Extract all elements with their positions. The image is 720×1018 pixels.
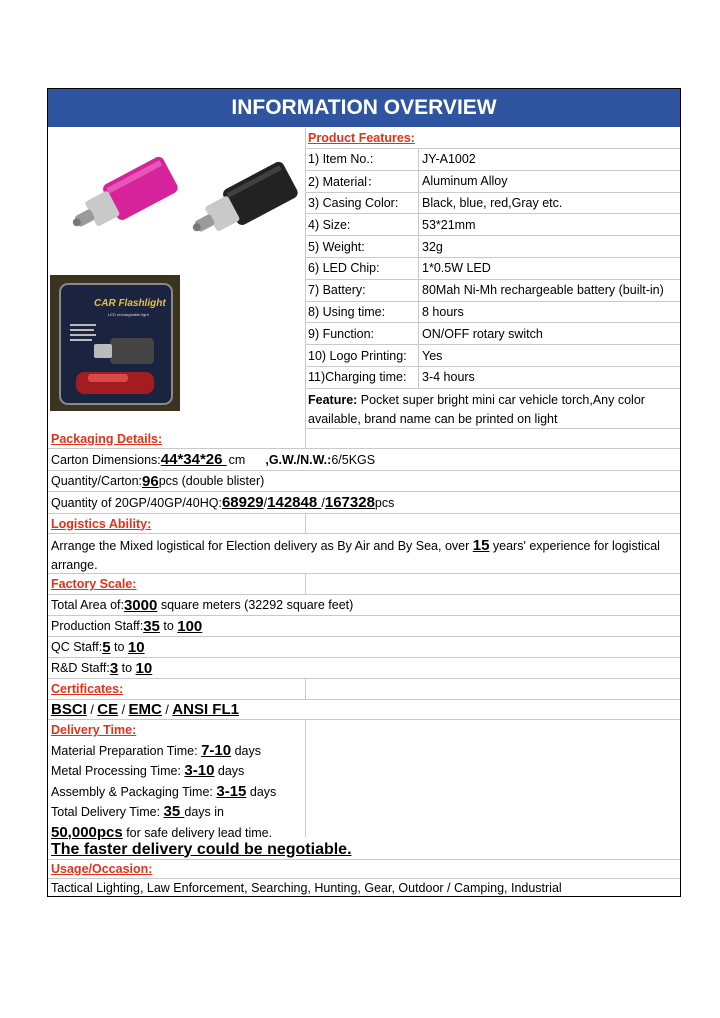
feature-row bbox=[305, 258, 680, 280]
prod-label: Production Staff: bbox=[51, 619, 144, 633]
product-photos bbox=[48, 128, 305, 429]
certificate-list bbox=[48, 700, 239, 719]
feature-value: 80Mah Ni-Mh rechargeable battery (built-in) bbox=[422, 283, 664, 298]
feature-value: Black, blue, red,Gray etc. bbox=[422, 195, 563, 210]
feature-label: 2) Material： bbox=[308, 175, 380, 190]
feature-label: 4) Size: bbox=[308, 217, 351, 232]
feature-row bbox=[305, 193, 680, 215]
feature-label: Feature: bbox=[308, 393, 358, 407]
container-sep-2: / bbox=[321, 495, 325, 510]
asm-label: Assembly & Packaging Time: bbox=[51, 784, 217, 799]
asm-value: 3-15 bbox=[216, 782, 247, 800]
feature-value: 3-4 hours bbox=[422, 370, 475, 385]
black-torch-image bbox=[184, 160, 300, 247]
cert-sep-3: / bbox=[161, 702, 173, 717]
qc-max: 10 bbox=[127, 638, 145, 656]
feature-value: Aluminum Alloy bbox=[422, 174, 508, 189]
feature-row bbox=[305, 149, 680, 171]
metal-label: Metal Processing Time: bbox=[51, 764, 185, 778]
feature-value: ON/OFF rotary switch bbox=[422, 326, 543, 341]
package-photo bbox=[50, 275, 180, 411]
usage-heading: Usage/Occasion: bbox=[51, 862, 153, 876]
carton-label: Carton Dimensions: bbox=[51, 452, 161, 467]
feature-label: 3) Casing Color: bbox=[308, 195, 399, 210]
cert-ce: CE bbox=[97, 701, 119, 718]
feature-text: Pocket super bright mini car vehicle torch,Any color available, brand name can be printed on light bbox=[308, 393, 645, 426]
rd-max: 10 bbox=[135, 659, 153, 677]
feature-label: 8) Using time: bbox=[308, 304, 386, 319]
qc-label: QC Staff: bbox=[51, 640, 103, 654]
qty-label: Quantity/Carton: bbox=[51, 474, 143, 488]
product-photo-illustration bbox=[48, 128, 305, 429]
feature-description bbox=[308, 389, 678, 429]
rd-staff bbox=[48, 658, 152, 678]
pcs-value: 50,000pcs bbox=[51, 823, 123, 841]
qc-staff bbox=[48, 637, 145, 657]
feature-label: 5) Weight: bbox=[308, 239, 365, 254]
page-title: INFORMATION OVERVIEW bbox=[48, 89, 680, 127]
area-label: Total Area of: bbox=[51, 598, 124, 612]
feature-row bbox=[305, 236, 680, 258]
carton-dimensions bbox=[48, 449, 375, 470]
mat-label: Material Preparation Time: bbox=[51, 743, 202, 758]
delivery-block bbox=[51, 721, 276, 843]
total-label: Total Delivery Time: bbox=[51, 805, 164, 819]
logistics-text-b: years' experience for logistical bbox=[489, 539, 660, 553]
feature-value: JY-A1002 bbox=[422, 152, 476, 167]
feature-value: 8 hours bbox=[422, 304, 464, 319]
container-20gp: 68929 bbox=[221, 494, 264, 511]
pcs-tail: for safe delivery lead time. bbox=[122, 825, 273, 840]
rd-min: 3 bbox=[109, 659, 119, 677]
mat-days: days bbox=[231, 743, 261, 758]
rd-label: R&D Staff: bbox=[51, 661, 110, 675]
feature-label: 7) Battery: bbox=[308, 283, 366, 298]
container-quantity bbox=[48, 492, 394, 513]
qc-min: 5 bbox=[102, 638, 111, 656]
asm-days: days bbox=[246, 784, 277, 799]
feature-value: 32g bbox=[422, 239, 443, 254]
prod-to: to bbox=[159, 619, 178, 633]
package-brand-text: CAR Flashlight bbox=[94, 298, 166, 309]
logistics-text-c: arrange. bbox=[51, 558, 98, 572]
metal-value: 3-10 bbox=[184, 762, 215, 779]
logistics-years: 15 bbox=[472, 537, 490, 554]
prod-min: 35 bbox=[143, 617, 160, 635]
area-value: 3000 bbox=[123, 596, 158, 614]
feature-value: Yes bbox=[422, 348, 443, 363]
pink-torch-image bbox=[64, 155, 180, 242]
total-value: 35 bbox=[163, 803, 185, 820]
logistics-text bbox=[51, 536, 660, 575]
feature-value: 1*0.5W LED bbox=[422, 261, 491, 276]
qty-unit: pcs (double blister) bbox=[158, 474, 265, 488]
qc-to: to bbox=[110, 640, 128, 654]
metal-days: days bbox=[214, 764, 245, 778]
feature-row bbox=[305, 214, 680, 236]
container-label: Quantity of 20GP/40GP/40HQ: bbox=[51, 495, 222, 510]
delivery-heading: Delivery Time: bbox=[51, 723, 137, 737]
feature-row bbox=[305, 302, 680, 324]
feature-label: 9) Function: bbox=[308, 326, 375, 341]
feature-row bbox=[305, 171, 680, 193]
feature-row bbox=[305, 345, 680, 367]
carton-value: 44*34*26 bbox=[160, 451, 227, 468]
logistics-text-a: Arrange the Mixed logistical for Election delivery as By Air and By Sea, over bbox=[51, 539, 473, 553]
production-staff bbox=[48, 616, 202, 636]
feature-label: 1) Item No.: bbox=[308, 152, 374, 167]
certificates-heading: Certificates: bbox=[51, 682, 124, 696]
rd-to: to bbox=[118, 661, 136, 675]
prod-max: 100 bbox=[177, 617, 203, 635]
container-sep-1: / bbox=[263, 495, 268, 510]
mat-value: 7-10 bbox=[201, 741, 232, 759]
negotiable-note: The faster delivery could be negotiable. bbox=[51, 840, 352, 858]
cert-bsci: BSCI bbox=[51, 701, 87, 718]
usage-text: Tactical Lighting, Law Enforcement, Searching, Hunting, Gear, Outdoor / Camping, Industrial bbox=[51, 880, 562, 895]
factory-area bbox=[48, 595, 353, 615]
cert-sep-2: / bbox=[118, 702, 129, 717]
cert-sep-1: / bbox=[86, 702, 98, 717]
feature-row bbox=[305, 367, 680, 389]
feature-row bbox=[305, 280, 680, 302]
feature-label: 10) Logo Printing: bbox=[308, 348, 407, 363]
qty-value: 96 bbox=[142, 472, 159, 490]
factory-heading: Factory Scale: bbox=[51, 577, 137, 591]
feature-value: 53*21mm bbox=[422, 217, 476, 232]
total-tail: days in bbox=[184, 805, 224, 819]
feature-label: 6) LED Chip: bbox=[308, 261, 380, 276]
cert-emc: EMC bbox=[128, 701, 162, 718]
product-features-heading: Product Features: bbox=[308, 131, 415, 145]
container-40hq: 167328 bbox=[324, 494, 375, 511]
gw-label: ,G.W./N.W.: bbox=[265, 452, 332, 467]
carton-unit: cm bbox=[228, 452, 246, 467]
packaging-heading: Packaging Details: bbox=[51, 431, 163, 446]
container-unit: pcs bbox=[374, 495, 395, 510]
logistics-heading: Logistics Ability: bbox=[51, 516, 152, 531]
feature-label: 11)Charging time: bbox=[308, 370, 407, 385]
area-unit: square meters (32292 square feet) bbox=[157, 598, 354, 612]
package-sub-text: LED rechargeable light bbox=[108, 312, 149, 317]
container-40gp: 142848 bbox=[267, 494, 322, 511]
info-sheet bbox=[47, 88, 681, 897]
gw-value: 6/5KGS bbox=[331, 452, 376, 467]
feature-row bbox=[305, 323, 680, 345]
quantity-per-carton bbox=[48, 471, 264, 491]
cert-ansi: ANSI FL1 bbox=[172, 701, 239, 718]
